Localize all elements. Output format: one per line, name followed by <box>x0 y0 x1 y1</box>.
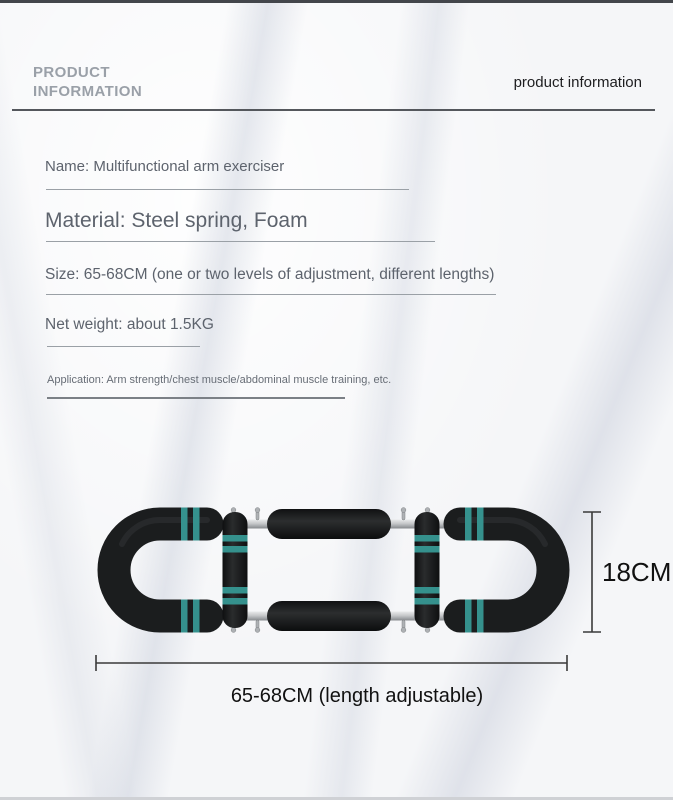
length-dimension-label: 65-68CM (length adjustable) <box>230 685 484 707</box>
spec-net-weight-underline <box>47 346 200 347</box>
top-center-pad <box>267 509 391 539</box>
page-title-line1: PRODUCT <box>33 64 110 81</box>
page-subtitle: product information <box>513 74 642 91</box>
right-handle <box>460 508 553 633</box>
spec-application: Application: Arm strength/chest muscle/abdominal muscle training, etc. <box>47 374 392 386</box>
spec-product-name-underline <box>46 189 409 190</box>
arm-exerciser-illustration <box>0 480 673 720</box>
spec-product-name: Name: Multifunctional arm exerciser <box>45 158 285 175</box>
spec-application-underline <box>47 397 345 399</box>
page-title-line2: INFORMATION <box>33 82 143 100</box>
spec-size-underline <box>46 294 496 295</box>
left-handle <box>114 508 207 633</box>
length-dimension-line <box>96 655 567 671</box>
top-edge-strip <box>0 0 673 3</box>
spec-size: Size: 65-68CM (one or two levels of adjustment, different lengths) <box>45 266 495 283</box>
header-divider <box>12 109 655 111</box>
height-dimension-label: 18CM <box>602 557 672 587</box>
spec-net-weight: Net weight: about 1.5KG <box>45 316 214 333</box>
page-title <box>33 64 142 102</box>
spec-material: Material: Steel spring, Foam <box>45 209 308 232</box>
spec-material-underline <box>46 241 435 242</box>
right-grip-post <box>415 512 440 628</box>
bottom-center-pad <box>267 601 391 631</box>
left-grip-post <box>223 512 248 628</box>
height-dimension-line <box>583 512 601 632</box>
